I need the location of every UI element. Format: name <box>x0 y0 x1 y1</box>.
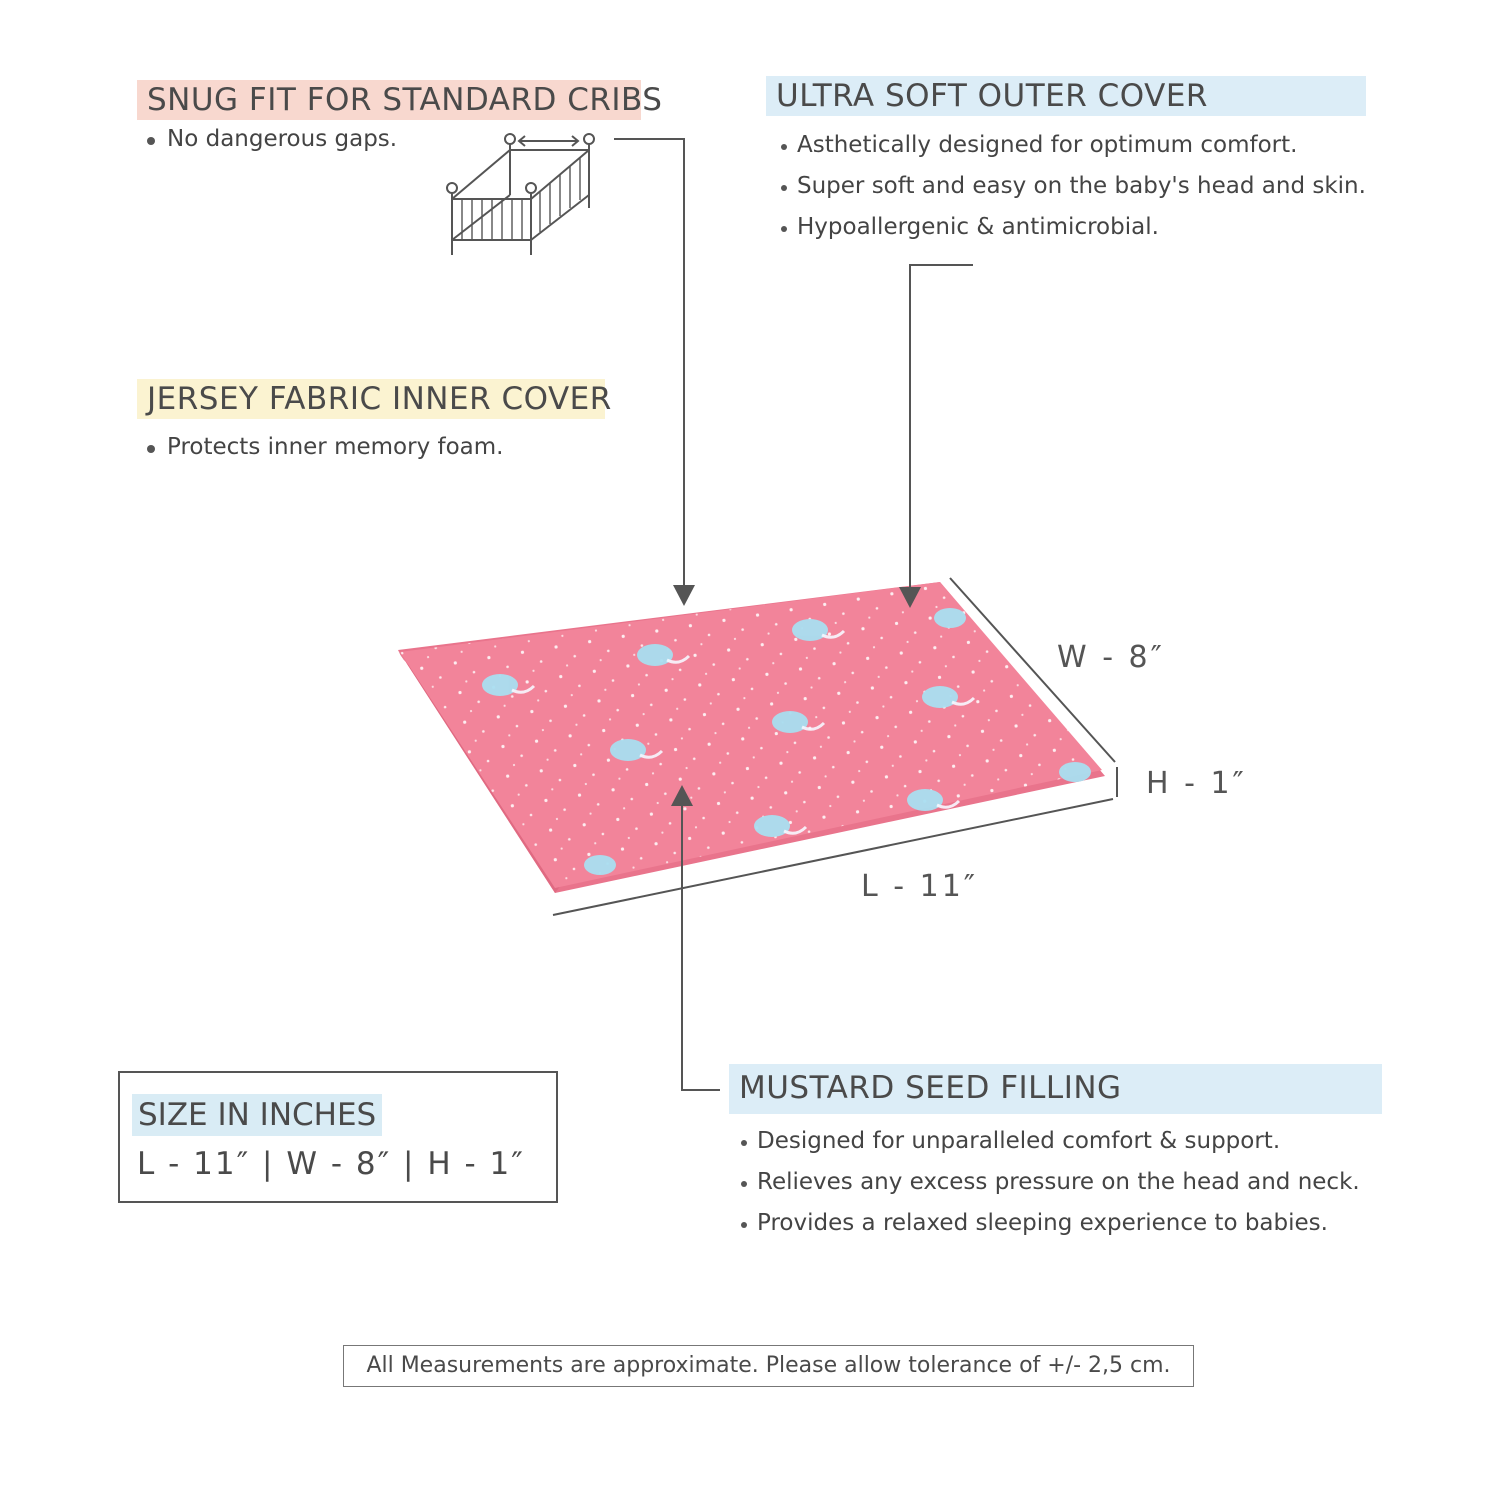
size-box <box>118 1071 558 1203</box>
jersey-fabric-heading: JERSEY FABRIC INNER COVER <box>137 379 605 419</box>
list-item: No dangerous gaps. <box>143 119 397 160</box>
list-item: Provides a relaxed sleeping experience to babies. <box>741 1203 1360 1244</box>
width-label: W - 8″ <box>1057 640 1165 675</box>
ultra-soft-heading: ULTRA SOFT OUTER COVER <box>766 76 1366 116</box>
arrow-down-icon <box>673 585 695 606</box>
disclaimer: All Measurements are approximate. Please allow tolerance of +/- 2,5 cm. <box>343 1345 1194 1387</box>
height-label: H - 1″ <box>1146 766 1247 801</box>
mustard-seed-heading: MUSTARD SEED FILLING <box>729 1064 1382 1114</box>
list-item: Protects inner memory foam. <box>143 427 503 468</box>
snug-fit-heading: SNUG FIT FOR STANDARD CRIBS <box>137 80 641 120</box>
list-item: Asthetically designed for optimum comfort. <box>781 125 1366 166</box>
size-value: L - 11″ | W - 8″ | H - 1″ <box>137 1146 525 1182</box>
list-item: Designed for unparalleled comfort & support. <box>741 1121 1360 1162</box>
crib-icon <box>447 134 594 255</box>
list-item: Super soft and easy on the baby's head and skin. <box>781 166 1366 207</box>
pillow-image <box>398 582 1105 893</box>
length-label: L - 11″ <box>861 869 978 904</box>
list-item: Hypoallergenic & antimicrobial. <box>781 207 1366 248</box>
size-title: SIZE IN INCHES <box>132 1094 382 1136</box>
list-item: Relieves any excess pressure on the head and neck. <box>741 1162 1360 1203</box>
